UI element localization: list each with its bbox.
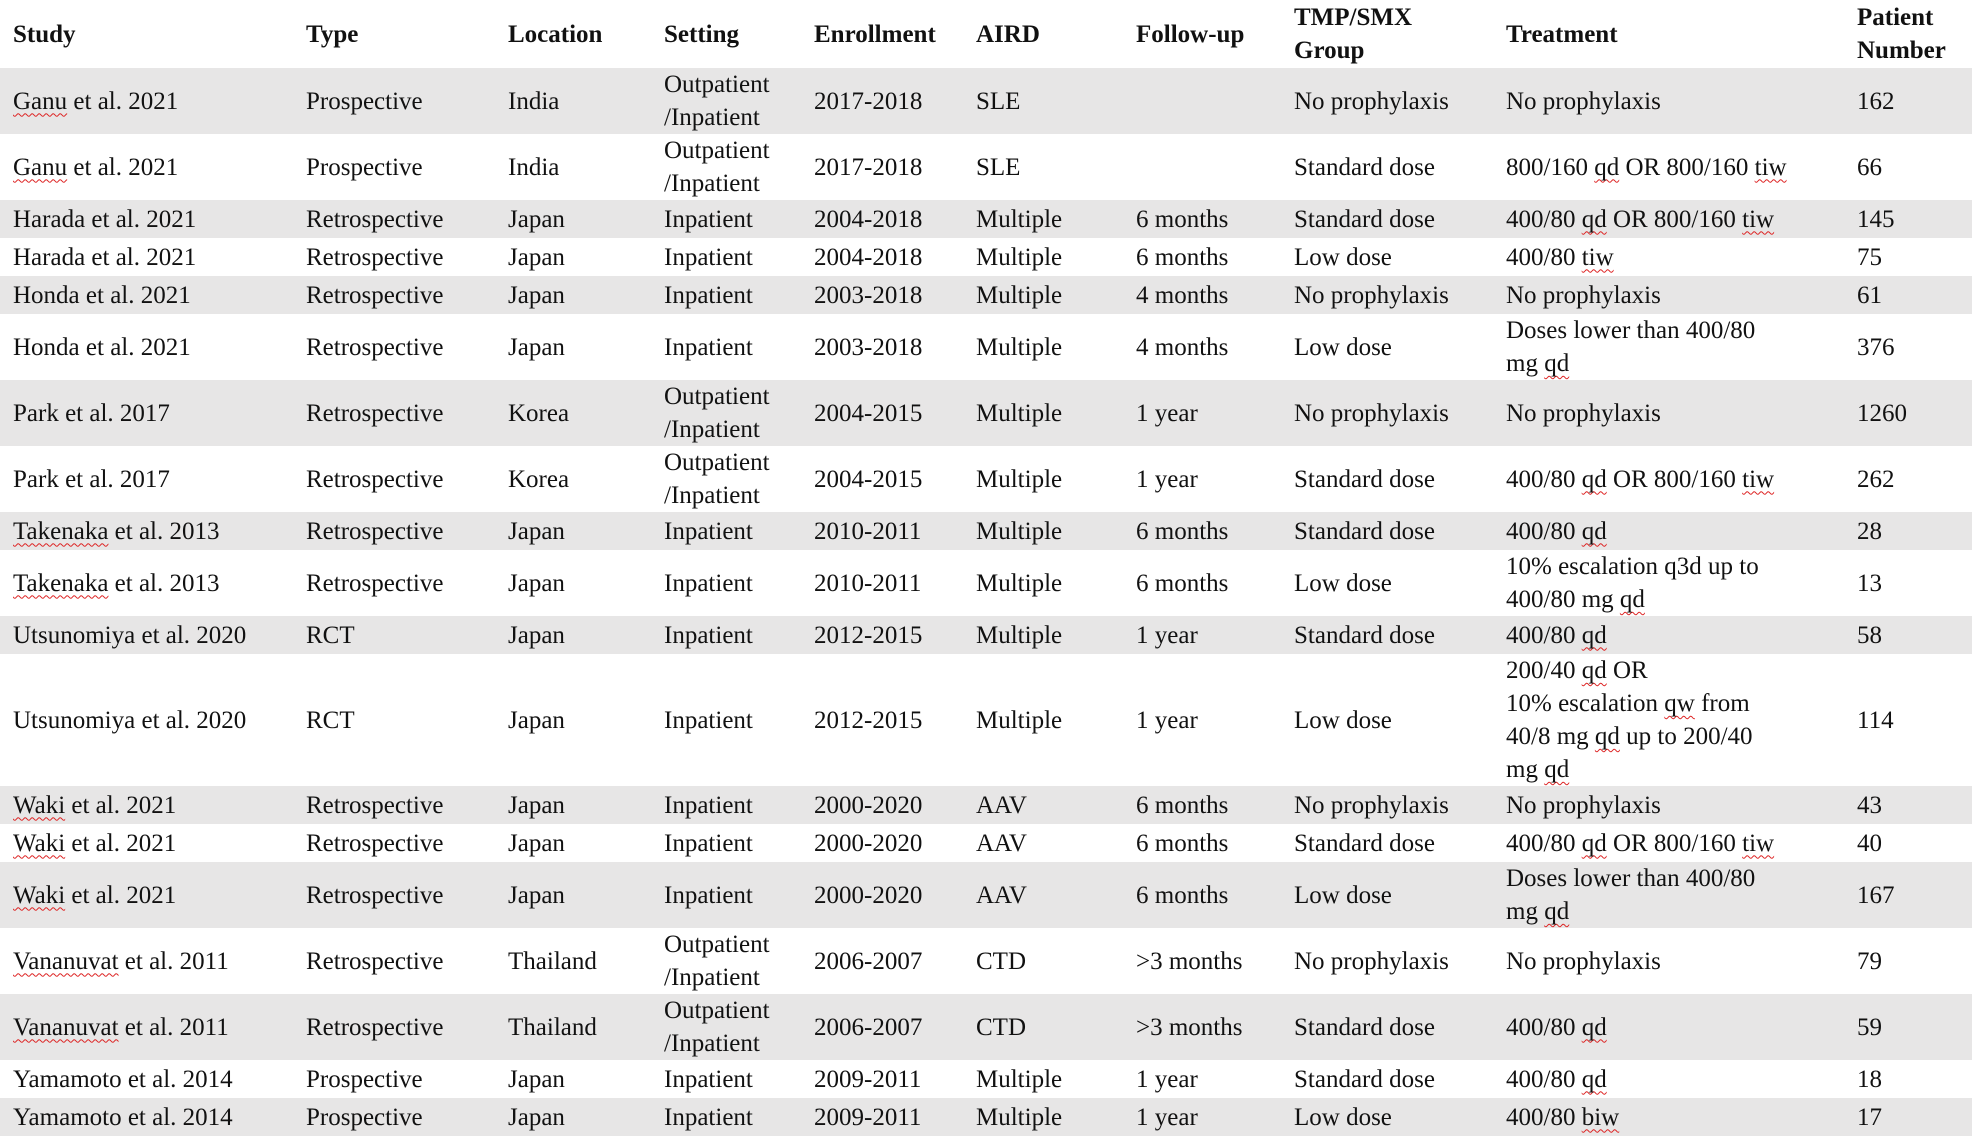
cell-treatment: Doses lower than 400/80 mg qd: [1506, 317, 1756, 377]
cell-aird: AAV: [976, 829, 1027, 857]
cell-aird: Multiple: [976, 200, 1136, 238]
cell-location: Korea: [508, 380, 664, 446]
cell-setting: Outpatient /Inpatient: [664, 137, 770, 197]
cell-location: Japan: [508, 616, 664, 654]
cell-treatment: No prophylaxis: [1506, 380, 1857, 446]
cell-study: Utsunomiya et al. 2020: [0, 616, 306, 654]
cell-enrollment: 2004-2015: [814, 465, 923, 493]
cell-location: Japan: [508, 569, 565, 597]
cell-group: Standard dose: [1294, 465, 1435, 493]
cell-aird: Multiple: [976, 243, 1063, 271]
cell-patient-number: 262: [1857, 465, 1895, 493]
cell-treatment: 400/80 qd: [1506, 994, 1857, 1060]
cell-group: Low dose: [1294, 706, 1392, 734]
cell-patient-number: 145: [1857, 200, 1972, 238]
cell-aird: Multiple: [976, 276, 1136, 314]
table-row: [0, 654, 1972, 786]
cell-study: Vananuvat et al. 2011: [0, 994, 306, 1060]
cell-group: Low dose: [1294, 862, 1506, 928]
cell-group: Low dose: [1294, 333, 1392, 361]
cell-enrollment: 2012-2015: [814, 616, 976, 654]
header-enrollment: Enrollment: [814, 20, 936, 48]
table-row: [0, 68, 1972, 134]
cell-enrollment: 2000-2020: [814, 829, 923, 857]
table-row: [0, 276, 1972, 314]
cell-setting: Inpatient: [664, 243, 753, 271]
cell-type: Retrospective: [306, 994, 508, 1060]
table-row: [0, 862, 1972, 928]
cell-setting: Inpatient: [664, 786, 814, 824]
cell-type: Retrospective: [306, 829, 444, 857]
cell-aird: Multiple: [976, 465, 1063, 493]
cell-type: Retrospective: [306, 333, 444, 361]
table-row: [0, 134, 1972, 200]
cell-follow-up: [1136, 68, 1294, 134]
cell-study: Takenaka et al. 2013: [13, 569, 220, 597]
cell-patient-number: 61: [1857, 276, 1972, 314]
cell-follow-up: >3 months: [1136, 994, 1294, 1060]
cell-location: Japan: [508, 829, 565, 857]
cell-follow-up: 1 year: [1136, 1065, 1198, 1093]
cell-aird: Multiple: [976, 1065, 1063, 1093]
cell-study: Park et al. 2017: [0, 380, 306, 446]
cell-study: Utsunomiya et al. 2020: [13, 706, 247, 734]
header-follow-up: Follow-up: [1136, 20, 1245, 48]
cell-type: Retrospective: [306, 512, 508, 550]
table-row: [0, 446, 1972, 512]
cell-enrollment: 2006-2007: [814, 994, 976, 1060]
cell-location: Japan: [508, 333, 565, 361]
cell-group: Low dose: [1294, 1098, 1506, 1136]
cell-location: Japan: [508, 512, 664, 550]
cell-enrollment: 2017-2018: [814, 68, 976, 134]
cell-treatment: 400/80 qd: [1506, 1065, 1607, 1093]
cell-aird: Multiple: [976, 569, 1063, 597]
cell-treatment: No prophylaxis: [1506, 786, 1857, 824]
cell-aird: SLE: [976, 68, 1136, 134]
cell-aird: Multiple: [976, 333, 1063, 361]
cell-follow-up: 4 months: [1136, 276, 1294, 314]
cell-follow-up: 1 year: [1136, 465, 1198, 493]
cell-patient-number: 13: [1857, 569, 1882, 597]
cell-treatment: No prophylaxis: [1506, 68, 1857, 134]
cell-treatment: 400/80 qd OR 800/160 tiw: [1506, 200, 1857, 238]
header-treatment: Treatment: [1506, 20, 1618, 48]
cell-treatment: 400/80 biw: [1506, 1098, 1857, 1136]
cell-location: Thailand: [508, 994, 664, 1060]
cell-follow-up: 4 months: [1136, 333, 1229, 361]
cell-location: India: [508, 68, 664, 134]
cell-type: RCT: [306, 706, 355, 734]
cell-study: Waki et al. 2021: [13, 829, 177, 857]
cell-follow-up: 1 year: [1136, 380, 1294, 446]
cell-setting: Outpatient /Inpatient: [664, 931, 770, 991]
cell-type: Prospective: [306, 1065, 423, 1093]
cell-location: Japan: [508, 200, 664, 238]
cell-patient-number: 162: [1857, 68, 1972, 134]
cell-follow-up: 6 months: [1136, 829, 1229, 857]
cell-follow-up: 6 months: [1136, 569, 1229, 597]
cell-study: Waki et al. 2021: [0, 862, 306, 928]
cell-location: Japan: [508, 243, 565, 271]
cell-setting: Outpatient /Inpatient: [664, 68, 814, 134]
cell-enrollment: 2004-2015: [814, 380, 976, 446]
header-setting: Setting: [664, 20, 739, 48]
cell-type: RCT: [306, 616, 508, 654]
cell-patient-number: 40: [1857, 829, 1882, 857]
cell-setting: Inpatient: [664, 1065, 753, 1093]
cell-group: Standard dose: [1294, 1065, 1435, 1093]
cell-patient-number: 75: [1857, 243, 1882, 271]
cell-enrollment: 2006-2007: [814, 947, 923, 975]
cell-enrollment: 2000-2020: [814, 786, 976, 824]
cell-enrollment: 2009-2011: [814, 1098, 976, 1136]
cell-follow-up: 6 months: [1136, 512, 1294, 550]
table-row: [0, 200, 1972, 238]
cell-group: No prophylaxis: [1294, 786, 1506, 824]
cell-type: Retrospective: [306, 200, 508, 238]
cell-group: Standard dose: [1294, 829, 1435, 857]
cell-setting: Outpatient /Inpatient: [664, 449, 770, 509]
cell-type: Prospective: [306, 153, 423, 181]
cell-enrollment: 2003-2018: [814, 276, 976, 314]
cell-group: No prophylaxis: [1294, 947, 1449, 975]
table-row: [0, 550, 1972, 616]
cell-treatment: 400/80 qd OR 800/160 tiw: [1506, 829, 1775, 857]
cell-patient-number: 17: [1857, 1098, 1972, 1136]
cell-study: Ganu et al. 2021: [0, 68, 306, 134]
cell-study: Vananuvat et al. 2011: [13, 947, 229, 975]
cell-setting: Inpatient: [664, 862, 814, 928]
cell-setting: Inpatient: [664, 829, 753, 857]
header-location: Location: [508, 20, 603, 48]
cell-treatment: 200/40 qd OR 10% escalation qw from 40/8 mg qd up to 200/40 mg qd: [1506, 657, 1753, 783]
cell-location: India: [508, 153, 560, 181]
cell-study: Park et al. 2017: [13, 465, 170, 493]
cell-location: Korea: [508, 465, 570, 493]
cell-study: Yamamoto et al. 2014: [0, 1098, 306, 1136]
table-row: [0, 616, 1972, 654]
header-study: Study: [13, 20, 76, 48]
cell-setting: Inpatient: [664, 616, 814, 654]
cell-group: No prophylaxis: [1294, 68, 1506, 134]
header-aird: AIRD: [976, 20, 1040, 48]
cell-type: Retrospective: [306, 380, 508, 446]
cell-setting: Outpatient /Inpatient: [664, 380, 814, 446]
cell-patient-number: 43: [1857, 786, 1972, 824]
cell-treatment: 800/160 qd OR 800/160 tiw: [1506, 153, 1787, 181]
cell-patient-number: 58: [1857, 616, 1972, 654]
cell-type: Retrospective: [306, 786, 508, 824]
table-row: [0, 512, 1972, 550]
cell-patient-number: 1260: [1857, 380, 1972, 446]
cell-study: Honda et al. 2021: [0, 276, 306, 314]
cell-study: Honda et al. 2021: [13, 333, 191, 361]
cell-enrollment: 2012-2015: [814, 706, 923, 734]
cell-setting: Inpatient: [664, 276, 814, 314]
table-row: [0, 238, 1972, 276]
cell-follow-up: 6 months: [1136, 862, 1294, 928]
cell-setting: Inpatient: [664, 1098, 814, 1136]
cell-treatment: 400/80 qd OR 800/160 tiw: [1506, 465, 1775, 493]
cell-enrollment: 2009-2011: [814, 1065, 922, 1093]
cell-type: Retrospective: [306, 465, 444, 493]
header-type: Type: [306, 20, 359, 48]
table-row: [0, 314, 1972, 380]
cell-enrollment: 2010-2011: [814, 512, 976, 550]
cell-follow-up: [1136, 134, 1294, 200]
cell-enrollment: 2004-2018: [814, 243, 923, 271]
cell-location: Japan: [508, 706, 565, 734]
cell-aird: Multiple: [976, 512, 1136, 550]
cell-treatment: 10% escalation q3d up to 400/80 mg qd: [1506, 553, 1759, 613]
cell-enrollment: 2004-2018: [814, 200, 976, 238]
cell-aird: Multiple: [976, 616, 1136, 654]
cell-follow-up: 6 months: [1136, 786, 1294, 824]
cell-type: Retrospective: [306, 243, 444, 271]
cell-group: No prophylaxis: [1294, 276, 1506, 314]
cell-type: Retrospective: [306, 276, 508, 314]
cell-treatment: Doses lower than 400/80 mg qd: [1506, 862, 1857, 928]
table-row: [0, 928, 1972, 994]
cell-patient-number: 114: [1857, 706, 1894, 734]
cell-setting: Inpatient: [664, 512, 814, 550]
cell-aird: SLE: [976, 153, 1021, 181]
cell-treatment: 400/80 qd: [1506, 512, 1857, 550]
header-group: TMP/SMX Group: [1294, 4, 1413, 64]
cell-patient-number: 66: [1857, 153, 1882, 181]
cell-location: Japan: [508, 1065, 565, 1093]
cell-setting: Inpatient: [664, 706, 753, 734]
cell-aird: CTD: [976, 947, 1026, 975]
cell-setting: Inpatient: [664, 200, 814, 238]
table-row: [0, 824, 1972, 862]
cell-study: Yamamoto et al. 2014: [13, 1065, 233, 1093]
cell-enrollment: 2010-2011: [814, 569, 922, 597]
cell-patient-number: 18: [1857, 1065, 1882, 1093]
cell-group: Standard dose: [1294, 200, 1506, 238]
cell-setting: Inpatient: [664, 333, 753, 361]
header-row: [0, 0, 1972, 68]
cell-study: Harada et al. 2021: [0, 200, 306, 238]
cell-treatment: No prophylaxis: [1506, 947, 1661, 975]
cell-patient-number: 59: [1857, 994, 1972, 1060]
cell-group: Standard dose: [1294, 153, 1435, 181]
table-row: [0, 380, 1972, 446]
cell-treatment: No prophylaxis: [1506, 276, 1857, 314]
cell-patient-number: 376: [1857, 333, 1895, 361]
cell-follow-up: 6 months: [1136, 243, 1229, 271]
cell-group: Low dose: [1294, 243, 1392, 271]
cell-type: Prospective: [306, 1098, 508, 1136]
cell-aird: AAV: [976, 862, 1136, 928]
cell-location: Japan: [508, 1098, 664, 1136]
cell-enrollment: 2003-2018: [814, 333, 923, 361]
cell-study: Harada et al. 2021: [13, 243, 197, 271]
cell-location: Japan: [508, 276, 664, 314]
cell-follow-up: 6 months: [1136, 200, 1294, 238]
cell-group: No prophylaxis: [1294, 380, 1506, 446]
cell-treatment: 400/80 qd: [1506, 616, 1857, 654]
cell-aird: Multiple: [976, 1098, 1136, 1136]
cell-group: Standard dose: [1294, 994, 1506, 1060]
cell-study: Takenaka et al. 2013: [0, 512, 306, 550]
cell-patient-number: 28: [1857, 512, 1972, 550]
cell-setting: Outpatient /Inpatient: [664, 994, 814, 1060]
cell-aird: Multiple: [976, 380, 1136, 446]
cell-type: Prospective: [306, 68, 508, 134]
cell-follow-up: >3 months: [1136, 947, 1243, 975]
header-patient-number: Patient Number: [1857, 4, 1946, 64]
cell-location: Japan: [508, 786, 664, 824]
cell-location: Japan: [508, 862, 664, 928]
cell-patient-number: 79: [1857, 947, 1882, 975]
cell-type: Retrospective: [306, 569, 444, 597]
cell-enrollment: 2000-2020: [814, 862, 976, 928]
cell-group: Standard dose: [1294, 512, 1506, 550]
table-row: [0, 786, 1972, 824]
cell-group: Standard dose: [1294, 616, 1506, 654]
cell-study: Ganu et al. 2021: [13, 153, 179, 181]
cell-follow-up: 1 year: [1136, 706, 1198, 734]
cell-treatment: 400/80 tiw: [1506, 243, 1614, 271]
table-row: [0, 1060, 1972, 1098]
cell-type: Retrospective: [306, 947, 444, 975]
cell-location: Thailand: [508, 947, 597, 975]
cell-aird: Multiple: [976, 706, 1063, 734]
table-row: [0, 1098, 1972, 1136]
cell-enrollment: 2017-2018: [814, 153, 923, 181]
cell-follow-up: 1 year: [1136, 1098, 1294, 1136]
cell-study: Waki et al. 2021: [0, 786, 306, 824]
table-row: [0, 994, 1972, 1060]
cell-aird: CTD: [976, 994, 1136, 1060]
cell-aird: AAV: [976, 786, 1136, 824]
cell-type: Retrospective: [306, 862, 508, 928]
cell-group: Low dose: [1294, 569, 1392, 597]
cell-patient-number: 167: [1857, 862, 1972, 928]
cell-follow-up: 1 year: [1136, 616, 1294, 654]
cell-setting: Inpatient: [664, 569, 753, 597]
